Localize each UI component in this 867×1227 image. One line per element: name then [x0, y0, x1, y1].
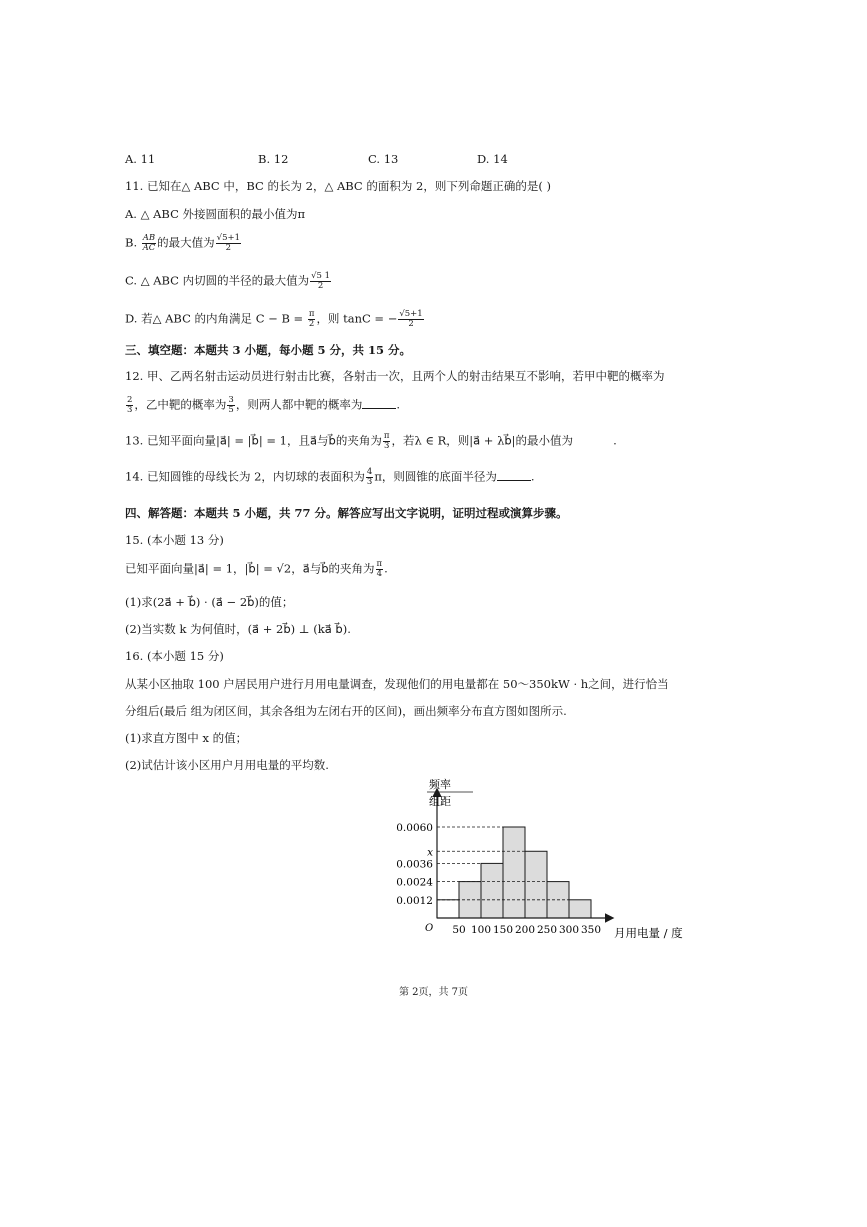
q12-tail: . — [396, 397, 400, 412]
q13 — [125, 432, 617, 451]
q16-part1: (1)求直方图中 x 的值； — [125, 731, 248, 745]
histogram-bar-300-350 — [569, 900, 591, 918]
q15-part1: (1)求(2a⃗ + b⃗) · (a⃗ − 2b⃗)的值； — [125, 595, 294, 609]
y-tick-label: 0.0012 — [396, 894, 433, 907]
histogram-bar-100-150 — [481, 863, 503, 918]
x-tick-label: 300 — [558, 924, 580, 936]
q13-pre: 13. 已知平面向量|a⃗| = |b⃗| = 1，且a⃗与b⃗的夹角为 — [125, 433, 382, 448]
y-label-numerator: 频率 — [429, 778, 451, 791]
q11-b-prefix: B. — [125, 235, 141, 250]
x-tick-label: 200 — [514, 924, 536, 936]
q11-option-b — [125, 234, 242, 253]
q11-d-fraction: $\frac{\pi}{2}$ — [308, 309, 315, 329]
q11-c-value: $\frac{√5 1}{2}$ — [311, 271, 331, 291]
origin-label: O — [425, 923, 434, 934]
q11-option-c — [125, 272, 332, 291]
histogram-bar-200-250 — [525, 851, 547, 918]
q16-head: 16. (本小题 15 分) — [125, 649, 224, 663]
q14 — [125, 468, 535, 487]
section-3-heading: 三、填空题：本题共 3 小题，每小题 5 分，共 15 分。 — [125, 343, 412, 357]
q12-line2 — [125, 396, 400, 415]
y-label-denominator: 组距 — [429, 795, 451, 808]
q14-answer-blank[interactable] — [497, 470, 531, 481]
q14-fraction: $\frac{4}{3}$ — [366, 467, 373, 487]
q11-d-prefix: D. 若△ ABC 的内角满足 C − B = — [125, 311, 307, 326]
q14-tail: . — [530, 469, 535, 484]
option-c: C. 13 — [368, 152, 399, 166]
q12-line1: 12. 甲、乙两名射击运动员进行射击比赛，各射击一次，且两个人的射击结果互不影响，若甲中靶的概率为 — [125, 369, 665, 383]
option-a: A. 11 — [125, 152, 156, 166]
q11-option-a: A. △ ABC 外接圆面积的最小值为π — [125, 207, 306, 221]
x-tick-label: 150 — [492, 924, 514, 936]
q16-part2: (2)试估计该小区用户月用电量的平均数. — [125, 758, 329, 772]
q11-option-d — [125, 310, 425, 329]
q14-pre: 14. 已知圆锥的母线长为 2，内切球的表面积为 — [125, 469, 365, 484]
q15-part2: (2)当实数 k 为何值时，(a⃗ + 2b⃗) ⊥ (ka⃗ b⃗). — [125, 622, 351, 636]
q11-stem: 11. 已知在△ ABC 中，BC 的长为 2，△ ABC 的面积为 2，则下列命题正确的是( ) — [125, 179, 551, 193]
q14-post: π，则圆锥的底面半径为 — [374, 469, 497, 484]
x-axis-label: 月用电量 / 度 — [614, 926, 683, 940]
y-tick-label: 0.0024 — [396, 876, 433, 889]
option-d: D. 14 — [477, 152, 508, 166]
q11-c-prefix: C. △ ABC 内切圆的半径的最大值为 — [125, 273, 310, 288]
q11-b-fraction: $\frac{AB}{AC}$ — [142, 233, 156, 253]
section-4-heading: 四、解答题：本题共 5 小题，共 77 分。解答应写出文字说明，证明过程或演算步骤。 — [125, 506, 568, 520]
q12-p2: $\frac{3}{5}$ — [228, 395, 234, 415]
q15-stem-pre: 已知平面向量|a⃗| = 1，|b⃗| = √2，a⃗与b⃗的夹角为 — [125, 561, 375, 576]
y-tick-label: x — [427, 846, 433, 859]
y-tick-label: 0.0060 — [396, 822, 433, 834]
q13-fraction: $\frac{\pi}{3}$ — [383, 431, 390, 451]
q12-end: ，则两人都中靶的概率为 — [235, 397, 363, 412]
histogram-bar-250-300 — [547, 882, 569, 918]
q16-line2: 分组后(最后 组为闭区间，其余各组为左闭右开的区间)，画出频率分布直方图如图所示. — [125, 704, 567, 718]
q13-tail: . — [613, 433, 617, 448]
q16-line1: 从某小区抽取 100 户居民用户进行月用电量调查，发现他们的用电量都在 50～350kW · h之间，进行恰当 — [125, 677, 669, 691]
q11-b-value: $\frac{√5+1}{2}$ — [216, 233, 241, 253]
q15-stem-post: . — [384, 561, 388, 576]
page-footer: 第 2页，共 7页 — [398, 987, 469, 998]
q12-p1: $\frac{2}{3}$ — [127, 395, 133, 415]
option-b: B. 12 — [258, 152, 289, 166]
histogram-bar-150-200 — [503, 827, 525, 918]
x-tick-label: 100 — [470, 924, 492, 936]
y-tick-label: 0.0036 — [396, 858, 433, 871]
x-tick-label: 50 — [452, 924, 466, 936]
q12-answer-blank[interactable] — [362, 398, 396, 409]
q15-fraction: $\frac{\pi}{4}$ — [376, 559, 383, 579]
x-tick-label: 250 — [536, 924, 558, 936]
histogram-bar-0-50 — [437, 900, 459, 918]
q13-post: ，若λ ∈ R，则|a⃗ + λb⃗|的最小值为 — [391, 433, 574, 448]
histogram-bar-50-100 — [459, 882, 481, 918]
q12-mid: ，乙中靶的概率为 — [134, 397, 227, 412]
q11-b-mid: 的最大值为 — [157, 235, 215, 250]
q15-stem — [125, 560, 388, 579]
q15-head: 15. (本小题 13 分) — [125, 533, 224, 547]
q11-d-value: $\frac{√5+1}{2}$ — [399, 309, 423, 329]
x-tick-label: 350 — [580, 924, 602, 936]
q11-d-mid: ，则 tanC = − — [316, 311, 398, 326]
